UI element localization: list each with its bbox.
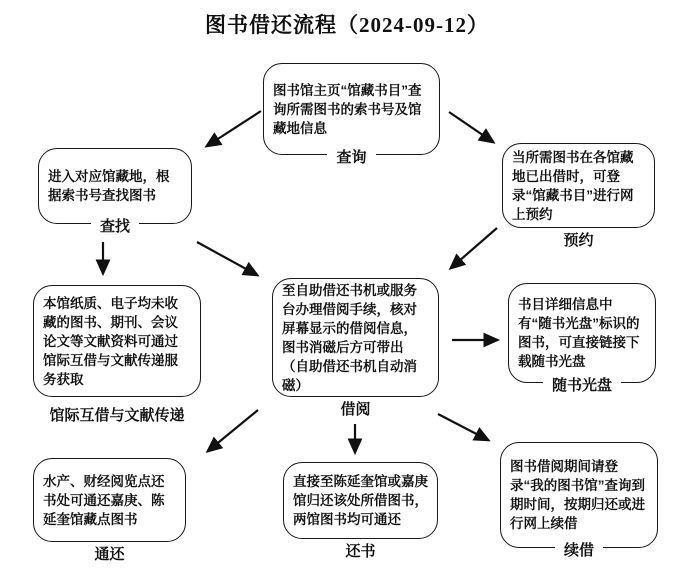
flow-node-yuyue-text: 当所需图书在各馆藏地已出借时，可登录“馆藏书目”进行网上预约 [512, 149, 634, 222]
flow-node-tonghuan-box [33, 458, 186, 542]
arrow-yuyue-to-jieyue [451, 228, 497, 268]
arrow-jieyue-to-xujie [438, 414, 488, 440]
flow-node-jieyue [272, 278, 439, 419]
arrow-jieyue-to-tonghuan [208, 410, 258, 451]
flow-node-yuyue [502, 143, 655, 250]
flow-node-guanji [33, 285, 201, 425]
flow-node-huanshu-label: 还书 [336, 540, 384, 561]
flow-node-chaxun-box [263, 63, 440, 155]
flow-node-jieyue-text: 至自助借还书机或服务台办理借阅手续，核对屏幕显示的借阅信息，图书消磁后方可带出（自助借还书机自动消磁） [282, 282, 417, 393]
flow-node-chazhao-text: 进入对应馆藏地，根据索书号查找图书 [48, 169, 170, 203]
flow-node-huanshu-box [283, 462, 438, 539]
flow-node-yuyue-label: 预约 [554, 229, 602, 250]
flow-node-chaxun-label: 查询 [327, 146, 375, 167]
flow-node-xujie [500, 442, 658, 560]
flow-node-jieyue-label: 借阅 [331, 398, 379, 419]
flow-node-suishu-label: 随书光盘 [543, 374, 621, 395]
flow-node-jieyue-box [272, 278, 439, 397]
flow-node-guanji-box [33, 285, 201, 397]
flow-node-chaxun-text: 图书馆主页“馆藏书目”查询所需图书的索书号及馆藏地信息 [273, 82, 422, 136]
flow-node-chaxun [263, 63, 440, 167]
flow-node-xujie-label: 续借 [555, 539, 603, 560]
flow-node-yuyue-box [502, 143, 655, 228]
flow-node-tonghuan [33, 458, 186, 564]
page-title: 图书借还流程（2024-09-12） [205, 13, 489, 37]
arrow-chaxun-to-yuyue [449, 112, 493, 142]
flow-node-huanshu-text: 直接至陈延奎馆或嘉庚馆归还该处所借图书，两馆图书均可通还 [293, 474, 428, 527]
arrow-chaxun-to-chazhao [207, 111, 261, 146]
flow-node-chazhao [38, 148, 192, 236]
flow-node-chazhao-box [38, 148, 192, 224]
flow-node-tonghuan-label: 通还 [85, 543, 133, 564]
flow-node-huanshu [283, 462, 438, 561]
flow-node-guanji-text: 本馆纸质、电子均未收藏的图书、期刊、会议论文等文献资料可通过馆际互借与文献传递服务获取 [43, 295, 178, 387]
flow-node-suishu-text: 书目详细信息中有“随书光盘”标识的图书，可直接链接下载随书光盘 [518, 297, 640, 369]
flow-node-tonghuan-text: 水产、财经阅览点还书处可通还嘉庚、陈延奎馆藏点图书 [43, 473, 165, 527]
flow-node-guanji-label: 馆际互借与文献传递 [40, 404, 193, 425]
flow-node-suishu-box [508, 283, 656, 383]
flow-node-xujie-text: 图书借阅期间请登录“我的图书馆”查询到期时间，按期归还或进行网上续借 [510, 459, 645, 531]
flow-node-suishu [508, 283, 656, 395]
arrow-chazhao-to-jieyue [197, 242, 257, 275]
flow-node-xujie-box [500, 442, 658, 548]
flow-node-chazhao-label: 查找 [91, 215, 139, 236]
